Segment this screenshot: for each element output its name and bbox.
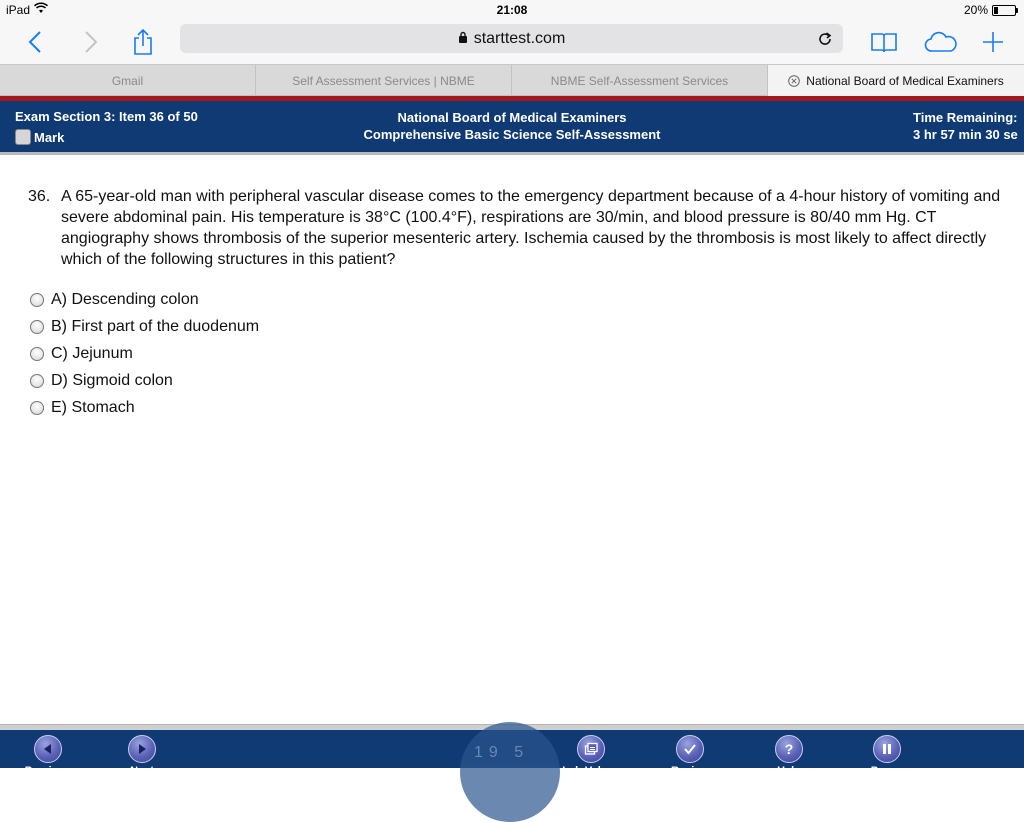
bookmarks-button[interactable] — [866, 24, 902, 60]
review-label: Review — [671, 765, 709, 777]
tab-label: NBME Self-Assessment Services — [550, 73, 729, 88]
radio-icon[interactable] — [30, 293, 44, 307]
previous-label: Previous — [24, 765, 72, 777]
exam-title: Comprehensive Basic Science Self-Assessment — [363, 127, 661, 142]
device-name: iPad — [6, 3, 31, 17]
lock-icon — [458, 30, 468, 48]
option-label: D) Sigmoid colon — [51, 371, 173, 389]
tab-gmail[interactable] — [0, 65, 256, 96]
option-label: E) Stomach — [51, 398, 135, 416]
help-button[interactable] — [749, 735, 829, 777]
help-label: Help — [777, 765, 801, 777]
answer-options — [30, 286, 259, 421]
header-divider — [0, 152, 1024, 155]
tab-nbme-active[interactable] — [768, 65, 1024, 96]
share-button[interactable] — [128, 24, 158, 60]
answer-option-d[interactable] — [30, 367, 259, 394]
tab-label: Self Assessment Services | NBME — [292, 73, 475, 88]
tab-label: Gmail — [111, 73, 144, 88]
pause-label: Pause — [870, 765, 904, 777]
time-remaining-value: 3 hr 57 min 30 se — [913, 127, 1018, 142]
forward-button[interactable] — [76, 24, 106, 60]
question-number: 36. — [28, 188, 51, 205]
radio-icon[interactable] — [30, 401, 44, 415]
address-bar[interactable] — [180, 24, 843, 53]
url-text: starttest.com — [473, 29, 566, 47]
answer-option-b[interactable] — [30, 313, 259, 340]
clock: 21:08 — [496, 3, 528, 17]
answer-option-a[interactable] — [30, 286, 259, 313]
close-tab-icon[interactable] — [788, 75, 800, 87]
new-tab-button[interactable] — [978, 24, 1008, 60]
option-label: B) First part of the duodenum — [51, 317, 260, 335]
browser-toolbar — [0, 20, 1024, 64]
option-label: C) Jejunum — [51, 344, 133, 362]
tab-label: National Board of Medical Examiners — [806, 73, 1004, 88]
answer-option-e[interactable] — [30, 394, 259, 421]
exam-section-label: Exam Section 3: Item 36 of 50 — [15, 109, 198, 124]
tab-self-assessment-services[interactable] — [256, 65, 512, 96]
radio-icon[interactable] — [30, 320, 44, 334]
arrow-right-icon — [128, 735, 156, 763]
battery-icon — [992, 5, 1016, 16]
pause-icon — [873, 735, 901, 763]
next-label: Next — [130, 765, 154, 777]
battery-percent: 20% — [963, 3, 988, 17]
ios-status-bar — [0, 0, 1024, 20]
question-icon: ? — [775, 735, 803, 763]
nbme-seal-watermark: 19 5 — [460, 722, 560, 822]
tab-nbme-self-assessment[interactable] — [512, 65, 768, 96]
lab-values-label: Lab Values — [562, 765, 620, 777]
org-title: National Board of Medical Examiners — [397, 110, 627, 125]
pause-button[interactable] — [847, 735, 927, 777]
icloud-tabs-button[interactable] — [922, 24, 960, 60]
previous-button[interactable] — [8, 735, 88, 777]
exam-footer — [0, 730, 1024, 777]
answer-option-c[interactable] — [30, 340, 259, 367]
next-button[interactable] — [102, 735, 182, 777]
review-button[interactable] — [650, 735, 730, 777]
checkmark-icon — [676, 735, 704, 763]
browser-tab-strip — [0, 64, 1024, 96]
lab-values-icon — [577, 735, 605, 763]
lab-values-button[interactable] — [551, 735, 631, 777]
radio-icon[interactable] — [30, 347, 44, 361]
question-stem: A 65-year-old man with peripheral vascular disease comes to the emergency department because of a 4-hour history of vomiting and severe abdominal pain. His temperature is 38°C (100.4°F), respirations are 30/min, and blood pressure is 80/40 mm Hg. CT angiography shows thrombosis of the superior mesenteric artery. Ischemia caused by the thrombosis is most likely to affect directly which of the following structures in this patient? — [61, 188, 1001, 268]
arrow-left-icon — [34, 735, 62, 763]
radio-icon[interactable] — [30, 374, 44, 388]
option-label: A) Descending colon — [51, 290, 199, 308]
back-button[interactable] — [20, 24, 50, 60]
reload-icon[interactable] — [813, 27, 837, 51]
time-remaining-label: Time Remaining: — [913, 110, 1018, 125]
mark-label: Mark — [34, 129, 65, 145]
exam-header — [0, 101, 1024, 152]
